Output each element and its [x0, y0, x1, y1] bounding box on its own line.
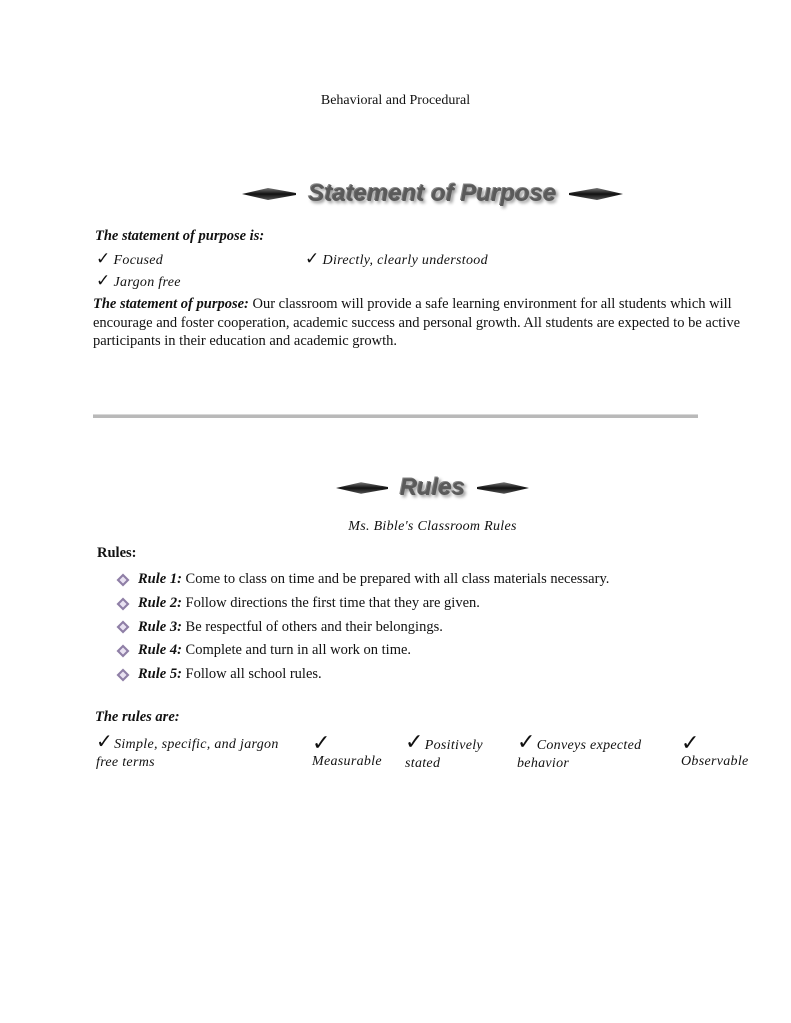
rules-subtitle: Ms. Bible's Classroom Rules [348, 519, 517, 534]
diamond-bullet-icon [116, 620, 130, 634]
rule-item: Rule 1: Come to class on time and be prepared with all class materials necessary. [116, 568, 609, 592]
purpose-criterion: ✓ Jargon free [96, 271, 181, 290]
rule-item: Rule 3: Be respectful of others and their belongings. [116, 615, 609, 639]
arrow-left-icon [336, 481, 388, 495]
purpose-banner [0, 174, 791, 214]
rules-banner [0, 470, 791, 506]
checkmark-icon: ✓ [96, 249, 111, 268]
checkmark-icon: ✓ [405, 729, 424, 754]
diamond-bullet-icon [116, 597, 130, 611]
checkmark-icon: ✓ [312, 730, 331, 755]
rules-criterion: ✓ Observable [681, 732, 771, 770]
diamond-bullet-icon [116, 668, 130, 682]
page-header: Behavioral and Procedural [320, 93, 471, 108]
purpose-criteria-heading: The statement of purpose is: [95, 228, 265, 244]
rules-criteria-heading: The rules are: [95, 709, 180, 725]
purpose-criterion: ✓ Directly, clearly understood [305, 249, 488, 268]
checkmark-icon: ✓ [96, 731, 114, 753]
purpose-criterion: ✓ Focused [96, 249, 164, 268]
arrow-left-icon [242, 187, 296, 201]
purpose-statement-text: Our classroom will provide a safe learning environment for all students which will encourage and foster cooperation, academic success and personal growth. All students are expected to be active participants in their education and academic growth. [93, 296, 741, 349]
rule-item: Rule 4: Complete and turn in all work on time. [116, 639, 609, 663]
arrow-right-icon [477, 481, 529, 495]
rules-criterion: ✓ Measurable [312, 732, 397, 770]
rule-item: Rule 5: Follow all school rules. [116, 663, 609, 687]
rules-criterion: ✓Simple, specific, and jargon free terms [96, 731, 279, 770]
diamond-bullet-icon [116, 644, 130, 658]
rules-heading: Rules: [97, 545, 137, 561]
checkmark-icon: ✓ [305, 249, 320, 268]
purpose-statement-label: The statement of purpose: [93, 296, 249, 312]
checkmark-icon: ✓ [681, 730, 700, 755]
section-divider [93, 414, 698, 418]
checkmark-icon: ✓ [517, 729, 536, 754]
rules-list [116, 568, 609, 686]
rules-criterion: ✓Conveys expected behavior [517, 729, 642, 771]
arrow-right-icon [569, 187, 623, 201]
purpose-banner-title: Statement of Purpose [308, 180, 557, 207]
diamond-bullet-icon [116, 573, 130, 587]
purpose-statement [93, 295, 757, 351]
checkmark-icon: ✓ [96, 271, 111, 290]
rules-banner-title: Rules [399, 474, 466, 501]
rule-item: Rule 2: Follow directions the first time that they are given. [116, 592, 609, 616]
rules-criterion: ✓Positively stated [405, 729, 483, 771]
